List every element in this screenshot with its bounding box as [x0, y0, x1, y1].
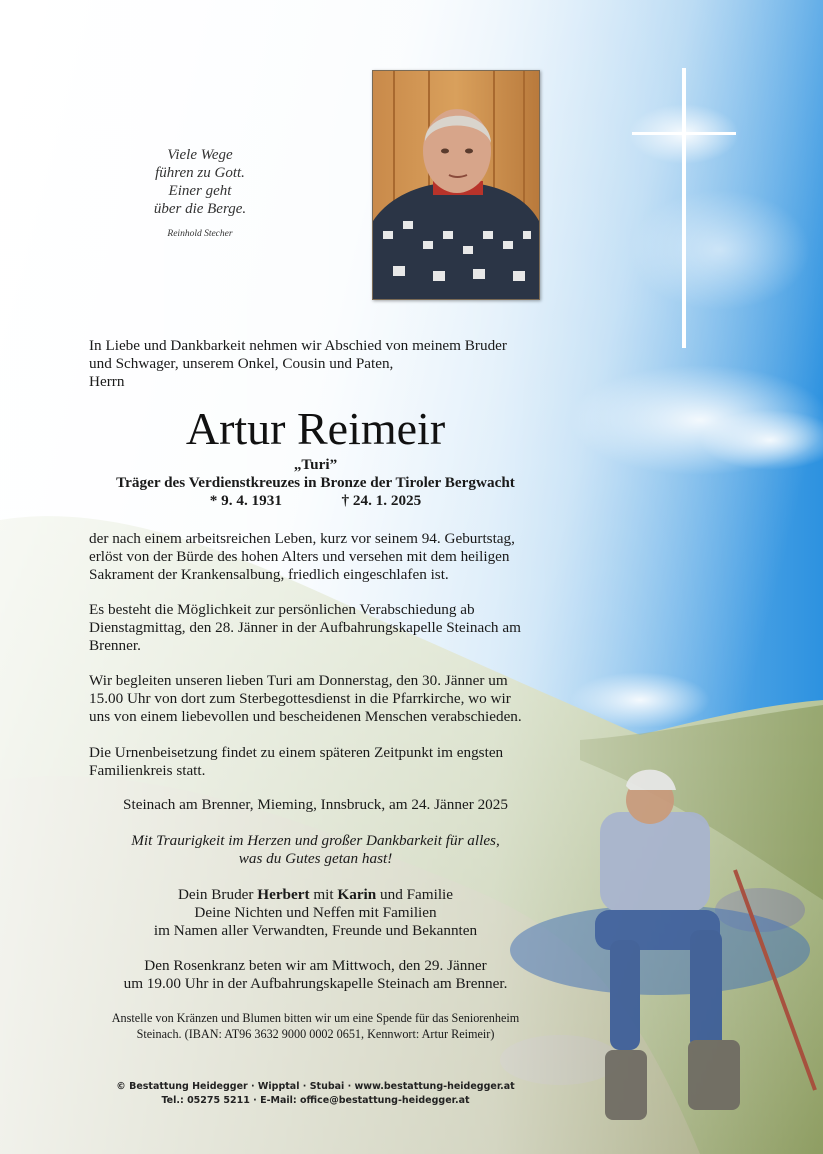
donation-line: Steinach. (IBAN: AT96 3632 9000 0002 0651, Kennwort: Artur Reimeir): [136, 1027, 495, 1041]
rosary-line: um 19.00 Uhr in der Aufbahrungskapelle Steinach am Brenner.: [123, 975, 508, 992]
intro-line: In Liebe und Dankbarkeit nehmen wir Abschied von meinem Bruder: [89, 337, 507, 354]
quote-author: Reinhold Stecher: [167, 229, 233, 239]
life-dates: [89, 492, 542, 510]
birth-date: * 9. 4. 1931: [209, 492, 282, 509]
mourners-line: im Namen aller Verwandten, Freunde und Bekannten: [153, 922, 478, 939]
footer: [89, 1080, 542, 1108]
sorrow-line: Mit Traurigkeit im Herzen und großer Dankbarkeit für alles,: [131, 832, 500, 849]
paragraph-line: Dienstagmittag, den 28. Jänner in der Aufbahrungskapelle Steinach am: [89, 619, 521, 636]
rosary-line: Den Rosenkranz beten wir am Mittwoch, den 29. Jänner: [144, 957, 487, 974]
mourners-text: und Familie: [376, 886, 454, 903]
deceased-details: [89, 456, 542, 510]
paragraph-line: erlöst von der Bürde des hohen Alters und versehen mit dem heiligen: [89, 548, 510, 565]
donation-text: [89, 1010, 542, 1042]
paragraph-line: Familienkreis statt.: [89, 762, 206, 779]
quote-line: Viele Wege: [167, 147, 233, 163]
donation-line: Anstelle von Kränzen und Blumen bitten wir um eine Spende für das Seniorenheim: [111, 1011, 520, 1025]
mourners-text: mit: [309, 886, 338, 903]
paragraph-line: Die Urnenbeisetzung findet zu einem späteren Zeitpunkt im engsten: [89, 744, 504, 761]
portrait-photo: [372, 70, 540, 300]
quote-line: über die Berge.: [153, 201, 247, 217]
deceased-name: Artur Reimeir: [185, 403, 446, 454]
rosary-text: [89, 957, 542, 993]
paragraph-line: Sakrament der Krankensalbung, friedlich eingeschlafen ist.: [89, 566, 449, 583]
honor-text: Träger des Verdienstkreuzes in Bronze der Tiroler Bergwacht: [116, 474, 515, 491]
footer-line: Tel.: 05275 5211 · E-Mail: office@bestattung-heidegger.at: [161, 1095, 470, 1106]
mourners-line: Deine Nichten und Neffen mit Familien: [194, 904, 437, 921]
paragraph-1: [89, 530, 542, 584]
paragraph-line: Brenner.: [89, 637, 141, 654]
paragraph-4: [89, 744, 542, 780]
quote-line: Einer geht: [168, 183, 232, 199]
paragraph-line: der nach einem arbeitsreichen Leben, kurz vor seinem 94. Geburtstag,: [89, 530, 515, 547]
intro-text: [89, 337, 542, 391]
intro-line: und Schwager, unserem Onkel, Cousin und Paten,: [89, 355, 394, 372]
death-date: † 24. 1. 2025: [341, 492, 422, 509]
nickname: „Turi”: [293, 456, 338, 473]
mourners-block: [89, 886, 542, 940]
mourners-line: [89, 886, 542, 904]
paragraph-line: Es besteht die Möglichkeit zur persönlichen Verabschiedung ab: [89, 601, 475, 618]
intro-line: Herrn: [89, 373, 125, 390]
sorrow-text: [89, 832, 542, 868]
paragraph-line: uns von einem liebevollen und bescheidenen Menschen verabschieden.: [89, 708, 522, 725]
footer-line: © Bestattung Heidegger · Wipptal · Stubai · www.bestattung-heidegger.at: [116, 1081, 515, 1092]
paragraph-line: 15.00 Uhr von dort zum Sterbegottesdienst in die Pfarrkirche, wo wir: [89, 690, 511, 707]
place-date: Steinach am Brenner, Mieming, Innsbruck, am 24. Jänner 2025: [123, 796, 508, 813]
mourner-name: Karin: [337, 886, 377, 903]
paragraph-2: [89, 601, 542, 655]
paragraph-3: [89, 672, 542, 726]
paragraph-line: Wir begleiten unseren lieben Turi am Donnerstag, den 30. Jänner um: [89, 672, 508, 689]
quote-line: führen zu Gott.: [155, 165, 245, 181]
mourner-name: Herbert: [257, 886, 310, 903]
quote-block: [110, 146, 290, 240]
mourners-text: Dein Bruder: [177, 886, 258, 903]
sorrow-line: was du Gutes getan hast!: [238, 850, 393, 867]
